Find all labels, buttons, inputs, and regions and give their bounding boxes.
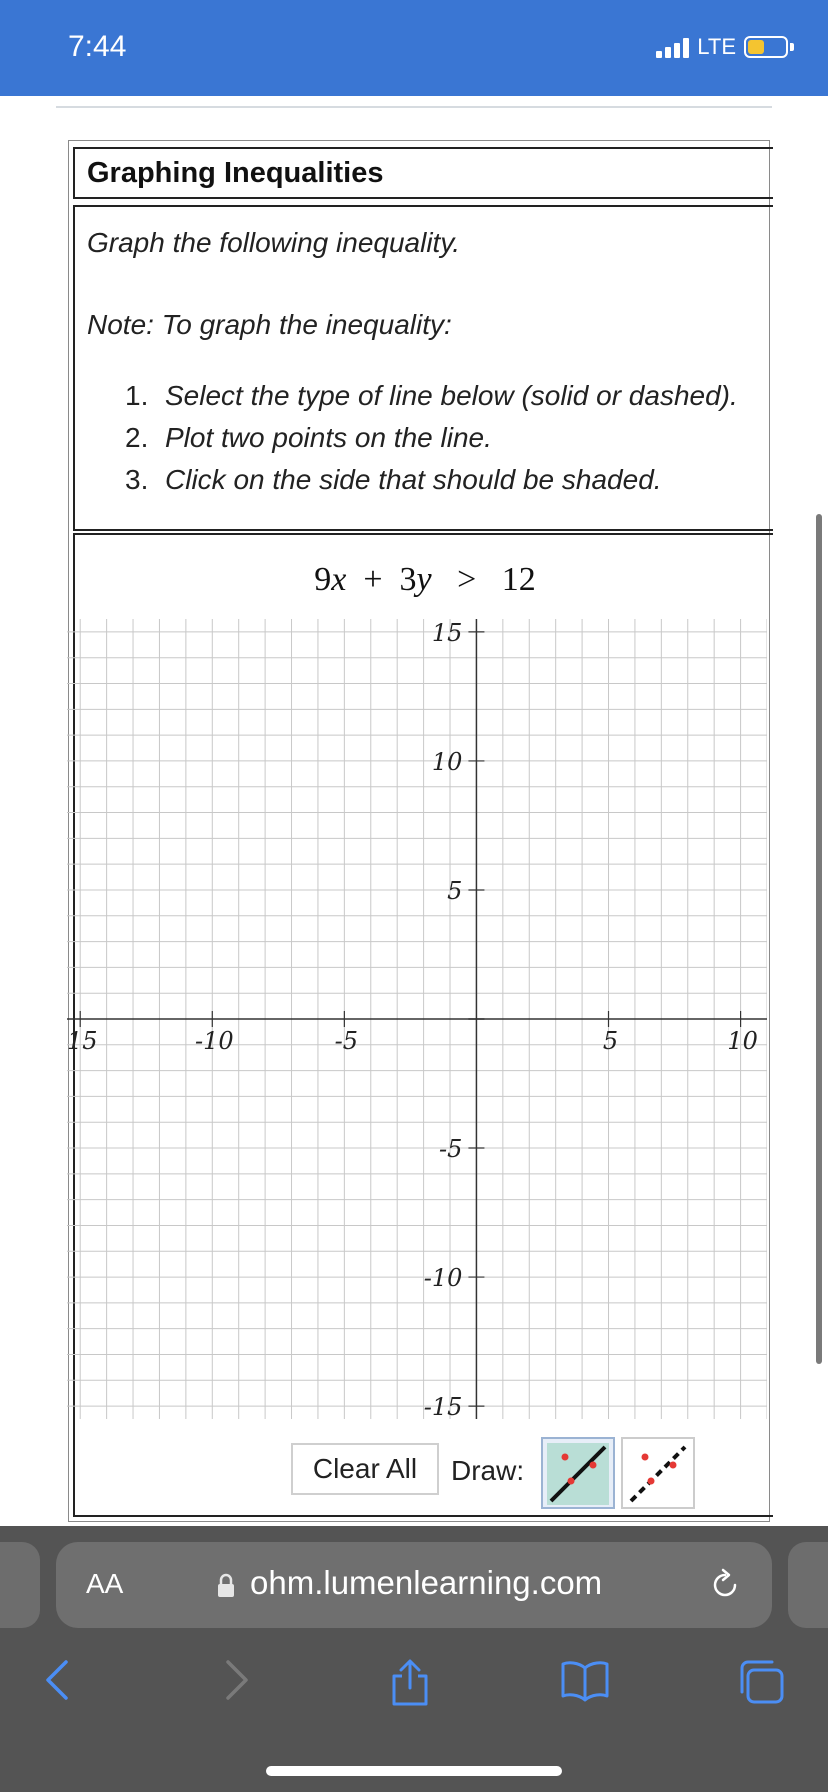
x-tick-label: -10	[194, 1027, 234, 1055]
lock-icon	[216, 1573, 236, 1599]
url-text[interactable]: ohm.lumenlearning.com	[250, 1564, 603, 1601]
x-tick-label: 5	[602, 1027, 619, 1055]
instructions-row	[73, 205, 773, 531]
solid-line-icon	[547, 1443, 609, 1505]
network-type: LTE	[697, 34, 736, 59]
y-tick-label: 10	[431, 747, 463, 776]
steps-list	[125, 375, 738, 501]
status-bar	[0, 0, 828, 96]
list-item: 2. Plot two points on the line.	[125, 422, 492, 453]
solid-line-tool[interactable]	[541, 1437, 615, 1509]
status-indicators	[656, 34, 794, 60]
inequality-expression: 9x + 3y > 12	[314, 561, 536, 598]
draw-label: Draw:	[451, 1455, 525, 1486]
battery-icon	[744, 36, 788, 58]
y-tick-label: -10	[423, 1264, 463, 1293]
tabs-icon[interactable]	[736, 1658, 786, 1706]
forward-icon[interactable]	[222, 1658, 252, 1702]
question-title: Graphing Inequalities	[87, 157, 384, 189]
x-tick-label: 10	[727, 1027, 758, 1055]
home-indicator	[266, 1766, 562, 1776]
question-panel	[68, 140, 770, 1522]
graph-row	[67, 533, 773, 1517]
y-tick-label: 15	[431, 619, 463, 647]
share-icon[interactable]	[388, 1658, 432, 1708]
battery-cap	[790, 43, 794, 51]
list-item: 1. Select the type of line below (solid or dashed).	[125, 380, 738, 411]
y-tick-label: -15	[423, 1393, 463, 1419]
next-tab-peek[interactable]	[788, 1542, 828, 1628]
x-tick-label: 15	[67, 1027, 98, 1055]
bookmarks-icon[interactable]	[560, 1658, 610, 1702]
instruction-text: Graph the following inequality.	[87, 227, 461, 258]
question-title-row	[73, 147, 773, 199]
clear-all-button[interactable]: Clear All	[291, 1443, 439, 1495]
status-time: 7:44	[68, 30, 127, 63]
note-text: Note: To graph the inequality:	[87, 309, 452, 340]
browser-toolbar	[0, 1526, 828, 1792]
browser-nav	[0, 1658, 828, 1728]
graph-canvas[interactable]	[67, 619, 767, 1419]
dashed-line-tool[interactable]	[621, 1437, 695, 1509]
text-size-button[interactable]: AA	[86, 1568, 124, 1599]
y-tick-label: -5	[439, 1135, 463, 1164]
reload-icon[interactable]	[708, 1568, 742, 1602]
back-icon[interactable]	[42, 1658, 72, 1702]
address-bar[interactable]	[56, 1542, 772, 1628]
y-tick-label: 5	[447, 876, 463, 905]
signal-icon	[656, 36, 689, 58]
page-divider	[56, 106, 772, 108]
dashed-line-icon	[627, 1443, 689, 1505]
list-item: 3. Click on the side that should be shaded.	[125, 464, 662, 495]
x-tick-label: -5	[334, 1027, 359, 1055]
graph-toolbar	[75, 1435, 775, 1507]
previous-tab-peek[interactable]	[0, 1542, 40, 1628]
scrollbar[interactable]	[816, 514, 822, 1364]
